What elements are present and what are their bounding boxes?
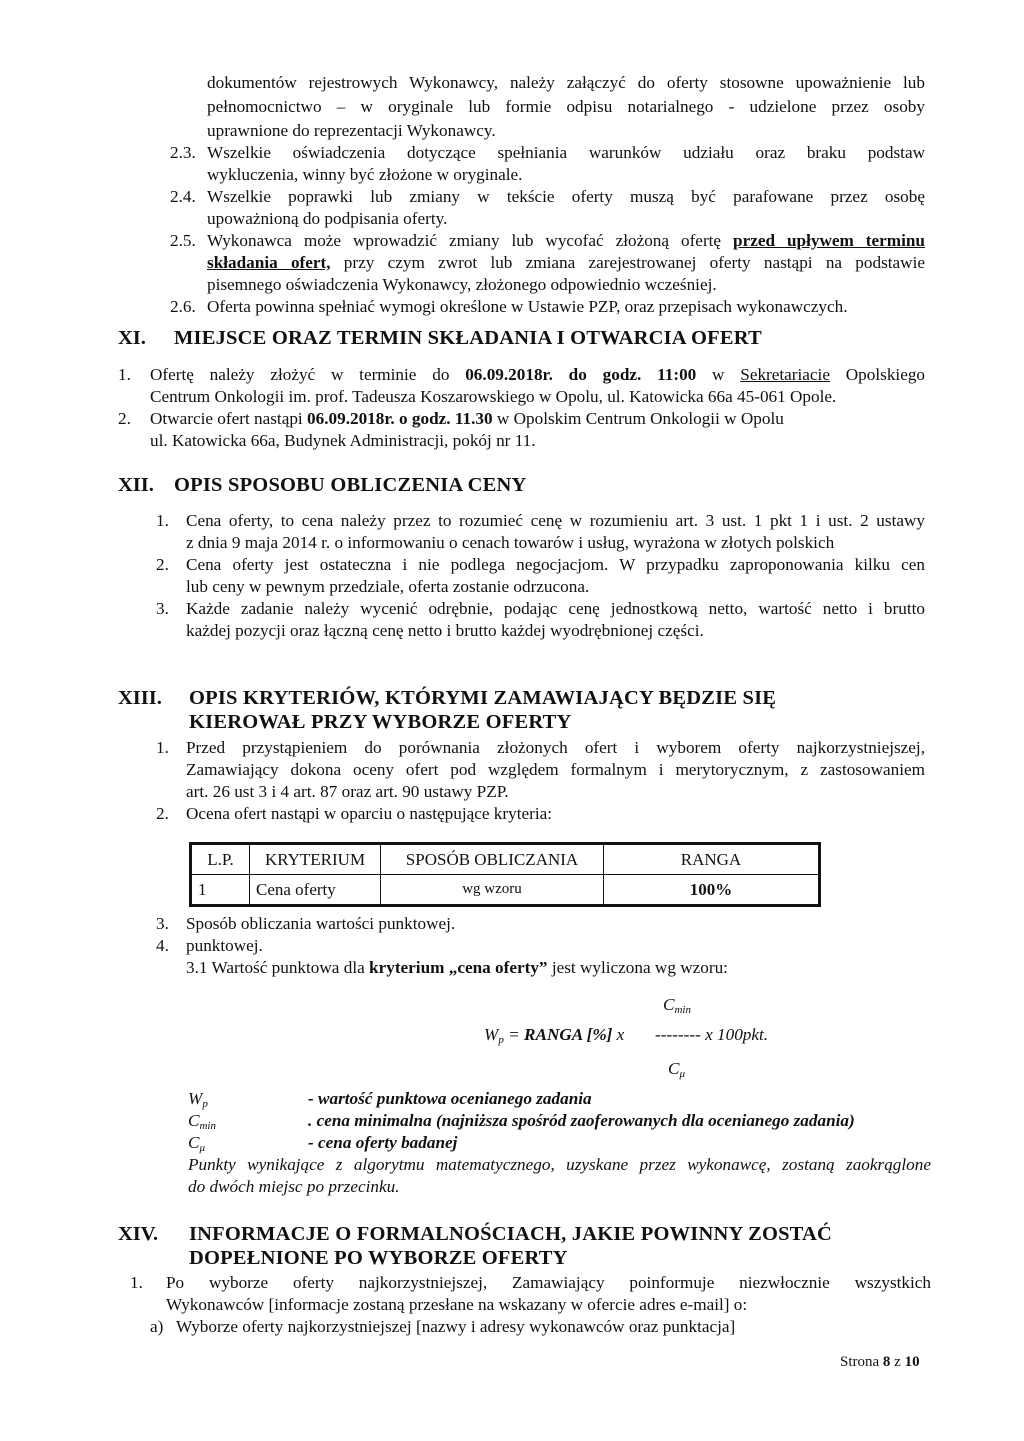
section-12-number: XII. [118,474,154,496]
sec14-item-1-number: 1. [130,1273,143,1292]
header-rank: RANGA [604,844,820,875]
header-criterion: KRYTERIUM [250,844,381,875]
sec12-item-1-line-2: z dnia 9 maja 2014 r. o informowaniu o cenach towarów i usług, wyrażona w złotych polskich [186,533,835,552]
sec13-item-4-number: 4. [156,936,169,955]
item-2-4-number: 2.4. [170,187,196,206]
intro-line-2: pełnomocnictwo – w oryginale lub formie odpisu notarialnego - udzielone przez osoby [207,97,925,116]
legend-wp-letter: W [188,1089,203,1108]
sec12-item-1-number: 1. [156,511,169,530]
item-2-5-text: Wykonawca może wprowadzić zmiany lub wycofać złożoną ofertę [207,231,734,250]
sec12-item-3-number: 3. [156,599,169,618]
sec11-item-2-text-2: w Opolskim Centrum Onkologii w Opolu [492,409,784,428]
intro-line-1: dokumentów rejestrowych Wykonawcy, należy załączyć do oferty stosowne upoważnienie lub [207,73,925,92]
sec13-item-1-line-1: Przed przystąpieniem do porównania złożonych ofert i wyborem oferty najkorzystniejszej, [186,738,925,757]
table-row [191,875,820,906]
item-2-5-text-2: przy czym zwrot lub zmiana zarejestrowanej oferty nastąpi na podstawie [330,253,925,272]
formula-denominator-symbol: C [668,1059,680,1078]
header-lp: L.P. [191,844,250,875]
page-total: 10 [904,1354,920,1370]
sec12-item-1-line-1: Cena oferty, to cena należy przez to rozumieć cenę w rozumieniu art. 3 ust. 1 pkt 1 i ust. 2 ustawy [186,511,925,530]
sec12-item-3-line-1: Każde zadanie należy wycenić odrębnie, podając cenę jednostkową netto, wartość netto i brutto [186,599,925,618]
page-number-prefix: Strona [840,1354,883,1370]
sec11-item-1-text: Ofertę należy złożyć w terminie do [150,365,466,384]
cell-rank: 100% [604,875,820,906]
item-2-4-line-1: Wszelkie poprawki lub zmiany w tekście oferty muszą być parafowane przez osobę [207,187,925,206]
legend-cmu-letter: C [188,1133,200,1152]
item-2-6-number: 2.6. [170,297,196,316]
section-11-number: XI. [118,327,146,349]
sec13-item-2-line-1: Ocena ofert nastąpi w oparciu o następujące kryteria: [186,804,553,823]
sec13-item-3-text: Sposób obliczania wartości punktowej. [186,914,456,933]
cell-method: wg wzoru [381,875,604,906]
sec14-item-a-letter: a) [150,1317,164,1336]
sec11-item-2-number: 2. [118,409,131,428]
sec12-item-3-line-2: każdej pozycji oraz łączną cenę netto i brutto każdej wyodrębnionej części. [186,621,704,640]
formula-x: x [612,1025,625,1044]
sec11-item-1-text-2: Opolskiego [829,365,926,384]
submission-deadline-date: 06.09.2018r. do godz. [465,365,642,384]
section-11-title: MIEJSCE ORAZ TERMIN SKŁADANIA I OTWARCIA OFERT [174,327,762,349]
formula-numerator-symbol: C [663,995,675,1014]
sec13-item-3-number: 3. [156,914,169,933]
legend-cmin-letter: C [188,1111,200,1130]
intro-line-3: uprawnione do reprezentacji Wykonawcy. [207,121,496,140]
sec13-item-1-line-2: Zamawiający dokona oceny ofert pod względem formalnym i merytorycznym, z zastosowaniem [186,760,925,779]
section-13-title-line-2: KIEROWAŁ PRZY WYBORZE OFERTY [189,711,572,733]
formula-main-line [484,1024,624,1051]
legend-desc-cmin: . cena minimalna (najniższa spośród zaoferowanych dla ocenianego zadania) [308,1111,855,1130]
item-2-6-line-1: Oferta powinna spełniać wymogi określone w Ustawie PZP, oraz przepisach wykonawczych. [207,297,848,316]
legend-cmin-subscript: min [199,1120,216,1132]
sec13-item-1-line-3: art. 26 ust 3 i 4 art. 87 oraz art. 90 ustawy PZP. [186,782,509,801]
section-13-number: XIII. [118,687,162,709]
formula-fraction-bar: -------- x 100pkt. [655,1025,769,1044]
criteria-table [189,842,821,907]
sec14-item-a-text: Wyborze oferty najkorzystniejszej [nazwy i adresy wykonawców oraz punktacja] [176,1317,736,1336]
page-number [840,1352,920,1373]
sec12-item-2-number: 2. [156,555,169,574]
page-number-separator: z [890,1354,905,1370]
item-3-1-criterion: kryterium „cena oferty” [369,958,548,977]
legend-cmu-subscript: μ [199,1142,205,1154]
item-2-3-line-2: wykluczenia, winny być złożone w oryginale. [207,165,523,184]
submission-deadline-time: 11:00 [641,365,697,384]
item-2-5-line-3: pisemnego oświadczenia Wykonawcy, złożonego odpowiednio wcześniej. [207,275,717,294]
section-14-title-line-1: INFORMACJE O FORMALNOŚCIACH, JAKIE POWINNY ZOSTAĆ [189,1223,833,1245]
item-2-3-number: 2.3. [170,143,196,162]
section-14-number: XIV. [118,1223,159,1245]
item-2-5-line-1 [207,230,925,251]
sec14-item-1-line-2: Wykonawców [informacje zostaną przesłane na wskazany w ofercie adres e-mail] o: [166,1295,748,1314]
sec14-item-1-line-1: Po wyborze oferty najkorzystniejszej, Zamawiający poinformuje niezwłocznie wszystkich [166,1273,931,1292]
item-2-5-deadline-underlined: przed upływem terminu [733,231,925,250]
sec11-item-1-line-1 [150,364,925,385]
item-2-5-submission-underlined: składania ofert, [207,253,331,272]
item-2-5-line-2 [207,252,925,273]
opening-date-time: 06.09.2018r. o godz. 11.30 [307,409,493,428]
rounding-note-line-2: do dwóch miejsc po przecinku. [188,1177,400,1196]
sec13-item-4-text: punktowej. [186,936,263,955]
formula-w: W [484,1025,499,1044]
formula-w-subscript: p [498,1034,504,1046]
sec11-item-1-number: 1. [118,365,131,384]
sec12-item-2-line-2: lub ceny w pewnym przedziale, oferta zostanie odrzucona. [186,577,590,596]
sec11-item-2-line-2: ul. Katowicka 66a, Budynek Administracji, pokój nr 11. [150,431,536,450]
section-13-title-line-1: OPIS KRYTERIÓW, KTÓRYMI ZAMAWIAJĄCY BĘDZIE SIĘ [189,687,777,709]
sec13-item-2-number: 2. [156,804,169,823]
formula-denominator-subscript: μ [679,1068,685,1080]
sec12-item-2-line-1: Cena oferty jest ostateczna i nie podlega negocjacjom. W przypadku zaproponowania kilku cen [186,555,925,574]
section-14-title-line-2: DOPEŁNIONE PO WYBORZE OFERTY [189,1247,568,1269]
formula-denominator [668,1058,685,1085]
legend-desc-cmu: - cena oferty badanej [308,1133,458,1152]
formula-equals: = [503,1025,525,1044]
secretariat-underlined: Sekretariacie [740,365,830,384]
sec11-item-1-in: w [696,365,741,384]
sec11-item-1-line-2: Centrum Onkologii im. prof. Tadeusza Koszarowskiego w Opolu, ul. Katowicka 66a 45-061 Opole. [150,387,837,406]
legend-desc-wp: - wartość punktowa ocenianego zadania [308,1089,592,1108]
item-3-1-text-2: jest wyliczona wg wzoru: [547,958,728,977]
item-2-3-line-1: Wszelkie oświadczenia dotyczące spełniania warunków udziału oraz braku podstaw [207,143,925,162]
header-method: SPOSÓB OBLICZANIA [381,844,604,875]
sec13-item-1-number: 1. [156,738,169,757]
sec13-item-3-1 [186,957,728,978]
cell-criterion: Cena oferty [250,875,381,906]
item-2-5-number: 2.5. [170,231,196,250]
legend-wp-subscript: p [202,1098,208,1110]
page-current: 8 [882,1354,891,1370]
sec11-item-2-text: Otwarcie ofert nastąpi [150,409,308,428]
item-2-4-line-2: upoważnioną do podpisania oferty. [207,209,448,228]
sec11-item-2-line-1 [150,408,925,429]
formula-numerator [663,994,691,1021]
cell-lp: 1 [191,875,250,906]
formula-ranga: RANGA [%] [524,1025,613,1044]
rounding-note-line-1: Punkty wynikające z algorytmu matematycznego, uzyskane przez wykonawcę, zostaną zaokrąglone [188,1155,931,1174]
formula-numerator-subscript: min [674,1004,691,1016]
item-3-1-text: 3.1 Wartość punktowa dla [186,958,370,977]
section-12-title: OPIS SPOSOBU OBLICZENIA CENY [174,474,527,496]
criteria-table-header-row [191,844,820,875]
